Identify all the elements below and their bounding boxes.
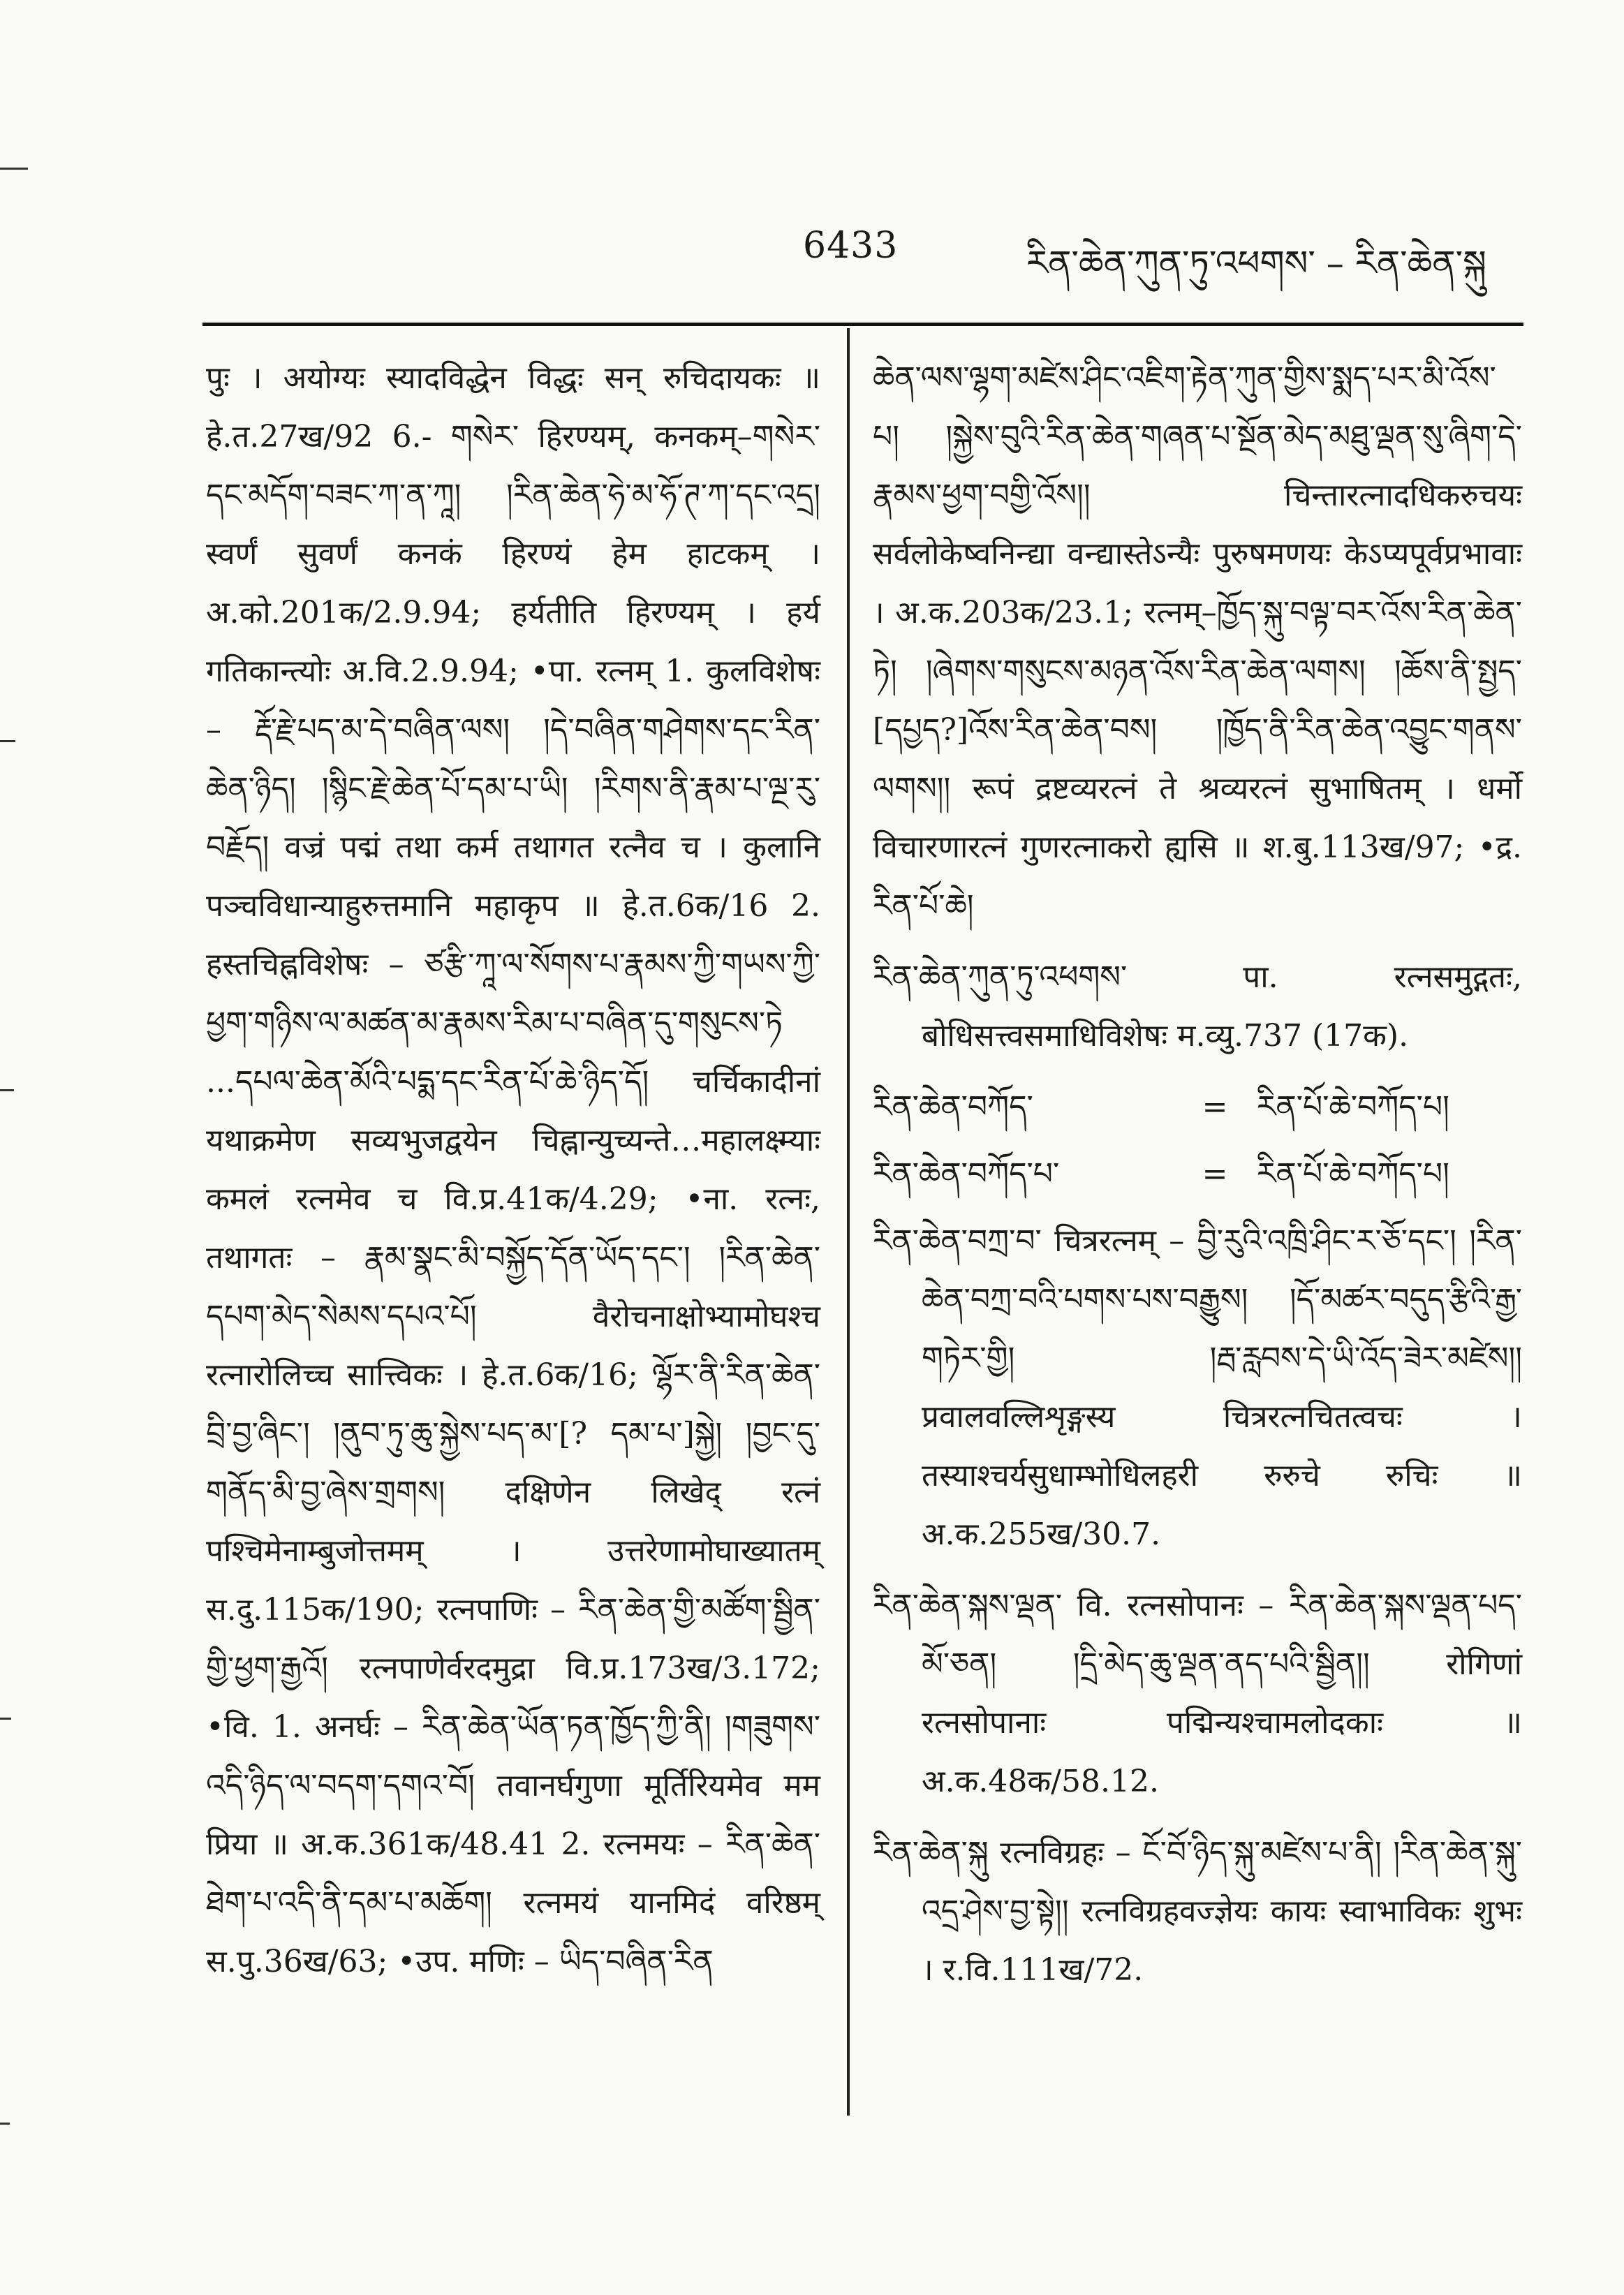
equals-sign: = (1202, 1089, 1228, 1125)
entry-ratnasopana: རིན་ཆེན་སྐས་ལྡན་ वि. रत्नसोपानः – རིན་ཆེན་སྐས་ལྡན་པད་མོ་ཅན། །དྲི་མེད་ཆུ་ལྡན་ནད་པའི་སྦྱིན།། रोगिणां रत्नसोपानाः पद्मिन्यश्चामलोदकाः ॥ अ.क.48क/58.12. (873, 1588, 1522, 1799)
margin-mark (0, 2123, 10, 2125)
header-rule (202, 323, 1523, 326)
running-head: རིན་ཆེན་ཀུན་ཏུ་འཕགས་ – རིན་ཆེན་སྐུ (1026, 243, 1486, 283)
equivalent-target: རིན་པོ་ཆེ་བཀོད་པ། (1257, 1089, 1449, 1125)
entry-citraratna: རིན་ཆེན་བཀྲ་བ་ चित्ररत्नम् – བྱི་རུའི་འཁྲི་ཤིང་ར་ཅོ་དང་། །རིན་ཆེན་བཀྲ་བའི་པགས་པས་བརྒྱུས། །དོ་མཚར་བདུད་རྩིའི་རྒྱ་གཏེར་གྱི། །རྦ་རླབས་དེ་ཡི་འོད་ཟེར་མཛེས།། प्रवालवल्लिशृङ्गस्य चित्ररत्नचितत्वचः । तस्याश्चर्यसुधाम्भोधिलहरी रुरुचे रुचिः ॥ अ.क.255ख/30.7. (873, 1223, 1522, 1552)
column-divider (847, 328, 850, 2116)
entry-ratnavigraha: རིན་ཆེན་སྐུ रत्नविग्रहः – ངོ་བོ་ཉིད་སྐུ་མཛེས་པ་ནི། །རིན་ཆེན་སྐུ་འདྲ་ཤེས་བྱ་སྟེ།། रत्नविग्रहवज्ज्ञेयः कायः स्वाभाविकः शुभः । र.वि.111ख/72. (873, 1835, 1522, 1988)
entry-continuation: ཆེན་ལས་ལྷག་མཛེས་ཤིང་འཇིག་རྟེན་ཀུན་གྱིས་སྨད་པར་མི་འོས་པ། །སྐྱེས་བུའི་རིན་ཆེན་གཞན་པ་སྔོན་མེད་མཐུ་ལྡན་སུ་ཞིག་དེ་རྣམས་ཕྱག་བགྱི་འོས།། चिन्तारत्नादधिकरुचयः सर्वलोकेष्वनिन्द्या वन्द्यास्तेऽन्यैः पुरुषमणयः केऽप्यपूर्वप्रभावाः । अ.क.203क/23.1; रत्नम्–ཁྱོད་སྐུ་བལྟ་བར་འོས་རིན་ཆེན་ཏེ། །ཞེགས་གསུངས་མཉན་འོས་རིན་ཆེན་ལགས། །ཆོས་ནི་སྤྱད་[དཔྱད?]འོས་རིན་ཆེན་བས། །ཁྱོད་ནི་རིན་ཆེན་འབྱུང་གནས་ལགས།། रूपं द्रष्टव्यरत्नं ते श्रव्यरत्नं सुभाषितम् । धर्मो विचारणारत्नं गुणरत्नाकरो ह्यसि ॥ श.बु.113ख/97; •द्र. རིན་པོ་ཆེ། (873, 360, 1522, 924)
equivalent-target: རིན་པོ་ཆེ་བཀོད་པ། (1257, 1156, 1449, 1192)
margin-mark (0, 168, 28, 170)
entry-ratna-samudgata: རིན་ཆེན་ཀུན་ཏུ་འཕགས་ पा. रत्नसमुद्गतः, बोधिसत्त्वसमाधिविशेषः म.व्यु.737 (17क). (873, 959, 1522, 1054)
left-column-text: पुः । अयोग्यः स्यादविद्धेन विद्धः सन् रुचिदायकः ॥ हे.त.27ख/92 6.- གསེར་ हिरण्यम्, कनकम्–གསེར་དང་མདོག་བཟང་ཀ་ན་ཀཱ། །རིན་ཆེན་ཧེ་མ་ཧོ་ཊ་ཀ་དང་འདྲ། स्वर्णं सुवर्णं कनकं हिरण्यं हेम हाटकम् । अ.को.201क/2.9.94; हर्यतीति हिरण्यम् । हर्य गतिकान्त्योः अ.वि.2.9.94; •पा. रत्नम् 1. कुलविशेषः – རྡོ་རྗེ་པད་མ་དེ་བཞིན་ལས། །དེ་བཞིན་གཤེགས་དང་རིན་ཆེན་ཉིད། །སྙིང་རྗེ་ཆེན་པོ་དམ་པ་ཡི། །རིགས་ནི་རྣམ་པ་ལྔ་རུ་བརྗོད། वज्रं पद्मं तथा कर्म तथागत रत्नैव च । कुलानि पञ्चविधान्याहुरुत्तमानि महाकृप ॥ हे.त.6क/16 2. हस्तचिह्नविशेषः – ཙརྩི་ཀཱ་ལ་སོགས་པ་རྣམས་ཀྱི་གཡས་ཀྱི་ཕྱག་གཉིས་ལ་མཚན་མ་རྣམས་རིམ་པ་བཞིན་དུ་གསུངས་ཏེ ...དཔལ་ཆེན་མོའི་པདྨ་དང་རིན་པོ་ཆེ་ཉིད་དོ། चर्चिकादीनां यथाक्रमेण सव्यभुजद्वयेन चिह्नान्युच्यन्ते…महालक्ष्म्याः कमलं रत्नमेव च वि.प्र.41क/4.29; •ना. रत्नः, तथागतः – རྣམ་སྣང་མི་བསྐྱོད་དོན་ཡོད་དང་། །རིན་ཆེན་དཔག་མེད་སེམས་དཔའ་པོ། वैरोचनाक्षोभ्यामोघश्च रत्नारोलिच्च सात्त्विकः । हे.त.6क/16; ལྷོར་ནི་རིན་ཆེན་བྲི་བྱ་ཞིང་། །ནུབ་ཏུ་ཆུ་སྐྱེས་པད་མ་[? དམ་པ་]སྐྱེ། །བྱང་དུ་གནོད་མི་བྱ་ཞེས་གྲགས། दक्षिणेन लिखेद् रत्नं पश्चिमेनाम्बुजोत्तमम् । उत्तरेणामोघाख्यातम् स.दु.115क/190; रत्नपाणिः – རིན་ཆེན་གྱི་མཚོག་སྦྱིན་གྱི་ཕྱག་རྒྱའོ། रत्नपाणेर्वरदमुद्रा वि.प्र.173ख/3.172; •वि. 1. अनर्घः – རིན་ཆེན་ཡོན་ཏན་ཁྱོད་ཀྱི་ནི། །གཟུགས་འདི་ཉིད་ལ་བདག་དགའ་བོ། तवानर्घगुणा मूर्तिरियमेव मम प्रिया ॥ अ.क.361क/48.41 2. रत्नमयः – རིན་ཆེན་ཐེག་པ་འདི་ནི་དམ་པ་མཆོག། रत्नमयं यानमिदं वरिष्ठम् स.पु.36ख/63; •उप. मणिः – ཡིད་བཞིན་རིན (206, 360, 820, 1979)
equivalent-row (873, 1078, 1522, 1137)
margin-mark (0, 1089, 14, 1091)
equals-sign: = (1202, 1156, 1228, 1192)
page-number: 6433 (803, 225, 899, 267)
equivalent-row (873, 1145, 1522, 1204)
margin-mark (0, 1718, 11, 1720)
left-column (206, 349, 820, 2004)
equivalent-headword: རིན་ཆེན་བཀོད་པ་ (873, 1156, 1060, 1192)
margin-mark (0, 740, 15, 742)
equivalent-headword: རིན་ཆེན་བཀོད་ (873, 1089, 1033, 1125)
right-column (873, 349, 1522, 2012)
